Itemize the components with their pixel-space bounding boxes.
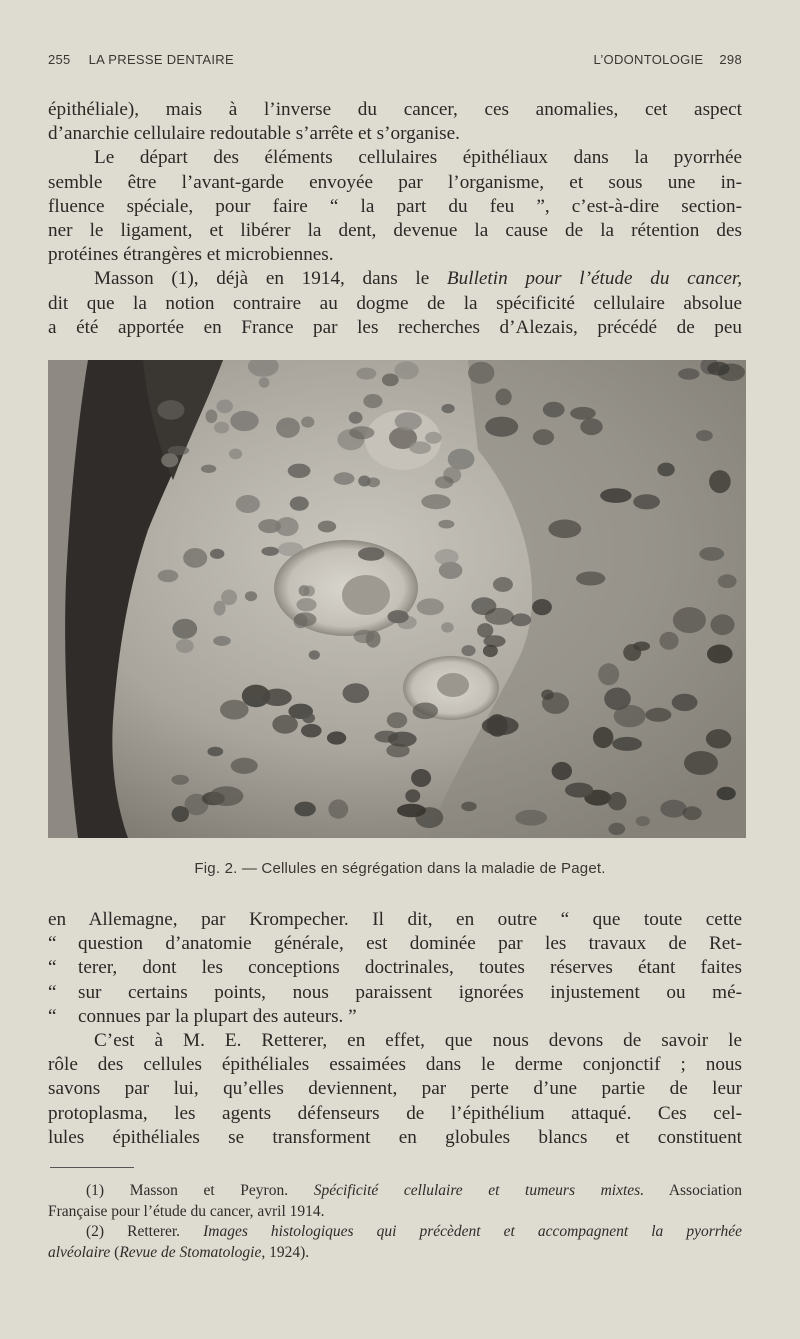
text-line: semble être l’avant-garde envoyée par l’organisme, et sous une in- — [48, 171, 742, 193]
footnote-journal: Revue de Stomatologie, — [119, 1243, 266, 1261]
cell-nucleus — [425, 432, 442, 444]
text-line — [48, 1005, 742, 1029]
text-line: fluence spéciale, pour faire “ la part du feu ”, c’est-à-dire section- — [48, 195, 742, 217]
cell-nucleus — [358, 547, 384, 561]
cell-nucleus — [356, 368, 376, 380]
cell-nucleus — [580, 418, 602, 435]
cell-nucleus — [394, 361, 418, 379]
cell-nucleus — [275, 517, 298, 536]
cell-nucleus — [717, 364, 745, 382]
cell-nucleus — [309, 650, 320, 659]
quote-mark: “ — [48, 981, 57, 1003]
text-line: savons par lui, qu’elles deviennent, par perte d’une partie de leur — [48, 1078, 742, 1100]
cell-nucleus — [604, 688, 631, 711]
text-run: question d’anatomie générale, est dominée par les travaux de Ret- — [78, 933, 742, 955]
quote-mark: “ — [48, 957, 57, 979]
footnote-2 — [48, 1222, 742, 1263]
left-page-number: 255 — [48, 52, 71, 67]
cell-nucleus — [485, 417, 518, 437]
cell-nucleus — [612, 737, 642, 751]
cell-nucleus — [214, 601, 226, 616]
text-line: Le départ des éléments cellulaires épithéliaux dans la pyorrhée — [94, 147, 742, 169]
cell-nucleus — [207, 747, 223, 757]
right-running-title: L’ODONTOLOGIE — [593, 52, 704, 67]
quote-mark: “ — [48, 933, 57, 955]
cell-nucleus — [327, 731, 346, 744]
cell-nucleus — [717, 787, 736, 801]
footnote-paren: ( — [114, 1243, 120, 1261]
cell-nucleus — [660, 800, 686, 818]
cell-nucleus — [363, 394, 382, 408]
cell-nucleus — [278, 542, 303, 556]
right-page-number: 298 — [719, 52, 742, 67]
paragraph-retterer — [48, 1029, 742, 1150]
cell-nucleus — [262, 689, 291, 706]
cell-nucleus — [483, 645, 498, 657]
text-line: rôle des cellules épithéliales essaimées dans le derme conjonctif ; nous — [48, 1054, 742, 1076]
cell-nucleus — [411, 769, 431, 787]
cell-nucleus — [161, 453, 178, 467]
cell-nucleus — [673, 607, 706, 633]
cell-nucleus — [183, 548, 207, 568]
text-line: protoplasma, les agents défenseurs de l’épithélium attaqué. Ces cel- — [48, 1102, 742, 1124]
cell-nucleus — [477, 623, 493, 638]
cell-nucleus — [696, 430, 713, 441]
cell-nucleus — [413, 703, 438, 720]
cell-nucleus — [496, 389, 512, 406]
text-line: C’est à M. E. Retterer, en effet, que nous devons de savoir le — [94, 1030, 742, 1052]
cell-nucleus — [220, 700, 249, 720]
footnote-rule — [50, 1167, 134, 1168]
cell-nucleus — [417, 598, 444, 615]
cell-nucleus — [548, 520, 581, 539]
footnote-title-end: alvéolaire — [48, 1243, 111, 1261]
cell-nucleus — [395, 412, 422, 430]
cell-nucleus — [493, 577, 513, 592]
cell-nucleus — [328, 799, 348, 818]
text-block-top — [48, 98, 742, 340]
paragraph-anarchie — [48, 98, 742, 146]
cell-nucleus — [367, 477, 380, 487]
cell-nucleus — [229, 449, 242, 460]
cell-nucleus — [276, 418, 300, 438]
cell-nucleus — [633, 642, 650, 651]
figure-caption: Fig. 2. — Cellules en ségrégation dans la maladie de Paget. — [194, 860, 606, 877]
cell-nucleus — [485, 608, 514, 625]
cell-nucleus — [633, 494, 660, 509]
cell-nucleus — [388, 732, 417, 747]
cell-nucleus — [409, 441, 431, 454]
text-line: dit que la notion contraire au dogme de la spécificité cellulaire absolue — [48, 292, 742, 314]
cell-nucleus — [487, 714, 508, 737]
italic-bulletin-title: Bulletin pour l’étude du cancer, — [446, 268, 742, 290]
cell-nucleus — [441, 622, 454, 632]
cell-nucleus — [533, 429, 554, 445]
cell-nucleus — [343, 683, 370, 703]
footnote-line: Française pour l’étude du cancer, avril 1914. — [48, 1202, 325, 1220]
cell-nucleus — [272, 715, 298, 734]
text-block-bottom — [48, 908, 742, 1150]
cell-nucleus — [387, 712, 407, 728]
cell-nucleus — [659, 632, 678, 650]
cell-nucleus — [209, 786, 243, 806]
cell-nucleus — [565, 783, 593, 798]
cell-nucleus — [678, 368, 699, 379]
cell-nucleus — [608, 792, 627, 810]
cell-nucleus — [294, 612, 317, 626]
cell-nucleus — [301, 724, 322, 738]
text-line: en Allemagne, par Krompecher. Il dit, en outre “ que toute cette — [48, 909, 742, 930]
text-line — [48, 956, 742, 980]
text-line — [48, 932, 742, 956]
cell-nucleus — [318, 521, 336, 533]
cell-nucleus — [216, 400, 233, 414]
cell-nucleus — [684, 751, 718, 775]
cell-nucleus — [354, 630, 375, 643]
cell-nucleus — [421, 494, 450, 509]
footnote-title: Spécificité cellulaire et tumeurs mixtes. — [313, 1182, 645, 1199]
cell-nucleus — [683, 806, 702, 820]
cell-nucleus — [435, 476, 454, 488]
text-line: ner le ligament, et libérer la dent, devenue la cause de la rétention des — [48, 220, 742, 242]
cell-nucleus — [236, 495, 260, 513]
cell-nucleus — [645, 708, 671, 722]
cell-nucleus — [158, 570, 179, 583]
cell-nucleus — [299, 585, 310, 596]
cell-nucleus — [231, 758, 258, 774]
cell-nucleus — [210, 549, 224, 559]
cell-nucleus — [157, 400, 184, 420]
cell-nucleus — [172, 806, 189, 822]
cell-nucleus — [172, 619, 197, 639]
cell-nucleus — [397, 804, 426, 818]
text-line: a été apportée en France par les recherches d’Alezais, précédé de peu — [48, 316, 742, 338]
text-line: protéines étrangères et microbiennes. — [48, 244, 334, 266]
cell-nucleus — [201, 465, 216, 473]
text-run: connues par la plupart des auteurs. ” — [78, 1005, 357, 1027]
text-run: Masson (1), déjà en 1914, dans le — [94, 268, 447, 290]
cell-nucleus — [515, 810, 547, 826]
footnote-author: Retterer. — [127, 1223, 181, 1240]
cell-nucleus — [598, 663, 619, 685]
cell-nucleus — [259, 377, 270, 388]
cell-nucleus — [301, 417, 314, 428]
cell-nucleus — [294, 802, 315, 817]
cell-nucleus — [245, 591, 257, 601]
cell-nucleus — [334, 472, 355, 485]
micrograph-image — [48, 360, 746, 838]
cell-nucleus — [706, 729, 731, 748]
cell-nucleus — [288, 464, 311, 478]
cell-nucleus — [570, 407, 596, 420]
cell-nucleus — [711, 614, 735, 635]
cell-nucleus — [171, 775, 189, 785]
cell-nucleus — [230, 411, 258, 431]
cell-nucleus — [349, 426, 374, 439]
paragraph-krompecher — [48, 908, 742, 1029]
cell-nucleus — [405, 789, 420, 802]
footnote-authors: Masson et Peyron. — [129, 1182, 289, 1199]
cell-nucleus — [213, 636, 231, 646]
cell-nucleus — [576, 572, 605, 586]
footnote-text: Association — [668, 1182, 743, 1199]
left-running-title: LA PRESSE DENTAIRE — [88, 52, 234, 67]
cell-nucleus — [302, 713, 315, 723]
cell-nucleus — [176, 639, 194, 653]
cell-nucleus — [382, 374, 399, 387]
cell-nucleus — [699, 547, 724, 561]
footnote-number: (2) — [86, 1223, 105, 1240]
cell-nucleus — [206, 410, 218, 424]
footnote-year: 1924). — [269, 1243, 310, 1261]
footnotes — [48, 1181, 742, 1263]
footnote-line — [48, 1181, 742, 1202]
cell-nucleus — [636, 816, 650, 826]
cell-nucleus — [435, 549, 459, 565]
cell-nucleus — [349, 412, 363, 424]
cell-nucleus — [214, 422, 229, 434]
cell-nucleus — [511, 613, 531, 626]
cell-nucleus — [718, 574, 737, 588]
text-line — [48, 267, 742, 291]
cell-nucleus — [468, 362, 494, 384]
cell-nucleus — [461, 645, 475, 656]
cell-nucleus — [388, 610, 409, 623]
footnote-title: Images histologiques qui précèdent et accompagnent la pyorrhée — [203, 1223, 743, 1240]
paragraph-masson — [48, 267, 742, 340]
cell-nucleus — [461, 802, 476, 812]
text-line: épithéliale), mais à l’inverse du cancer, ces anomalies, cet aspect — [48, 99, 742, 120]
cell-nucleus — [657, 463, 674, 477]
cell-nucleus — [438, 520, 454, 529]
cell-nucleus — [296, 598, 316, 611]
footnote-line — [48, 1243, 742, 1264]
text-line — [48, 981, 742, 1005]
cell-nucleus — [532, 599, 552, 615]
cell-nucleus — [442, 404, 455, 413]
quote-mark: “ — [48, 1005, 57, 1027]
footnote-1 — [48, 1181, 742, 1222]
cell-nucleus — [290, 496, 309, 510]
cell-nucleus — [593, 727, 613, 748]
cell-nucleus — [707, 645, 733, 664]
cell-nucleus — [709, 470, 731, 493]
cell-nucleus — [439, 562, 463, 579]
micrograph-figure — [48, 360, 746, 838]
cell-nucleus — [608, 823, 625, 835]
paragraph-depart — [48, 146, 742, 267]
cell-nucleus — [448, 449, 475, 470]
cell-nucleus — [552, 762, 572, 780]
cell-nucleus — [600, 488, 631, 503]
cell-nucleus — [542, 692, 569, 714]
text-run: terer, dont les conceptions doctrinales, toutes réserves étant faites — [78, 957, 742, 979]
cell-nucleus — [543, 402, 565, 418]
cell-nucleus — [483, 635, 505, 647]
cell-nucleus — [672, 694, 698, 711]
cell-nucleus — [261, 547, 279, 556]
text-line: lules épithéliales se transforment en globules blancs et constituent — [48, 1126, 742, 1148]
footnote-number: (1) — [86, 1182, 105, 1199]
text-line: d’anarchie cellulaire redoutable s’arrête et s’organise. — [48, 123, 460, 145]
text-run: sur certains points, nous paraissent ignorées injustement ou mé- — [78, 981, 742, 1003]
footnote-line — [48, 1222, 742, 1243]
